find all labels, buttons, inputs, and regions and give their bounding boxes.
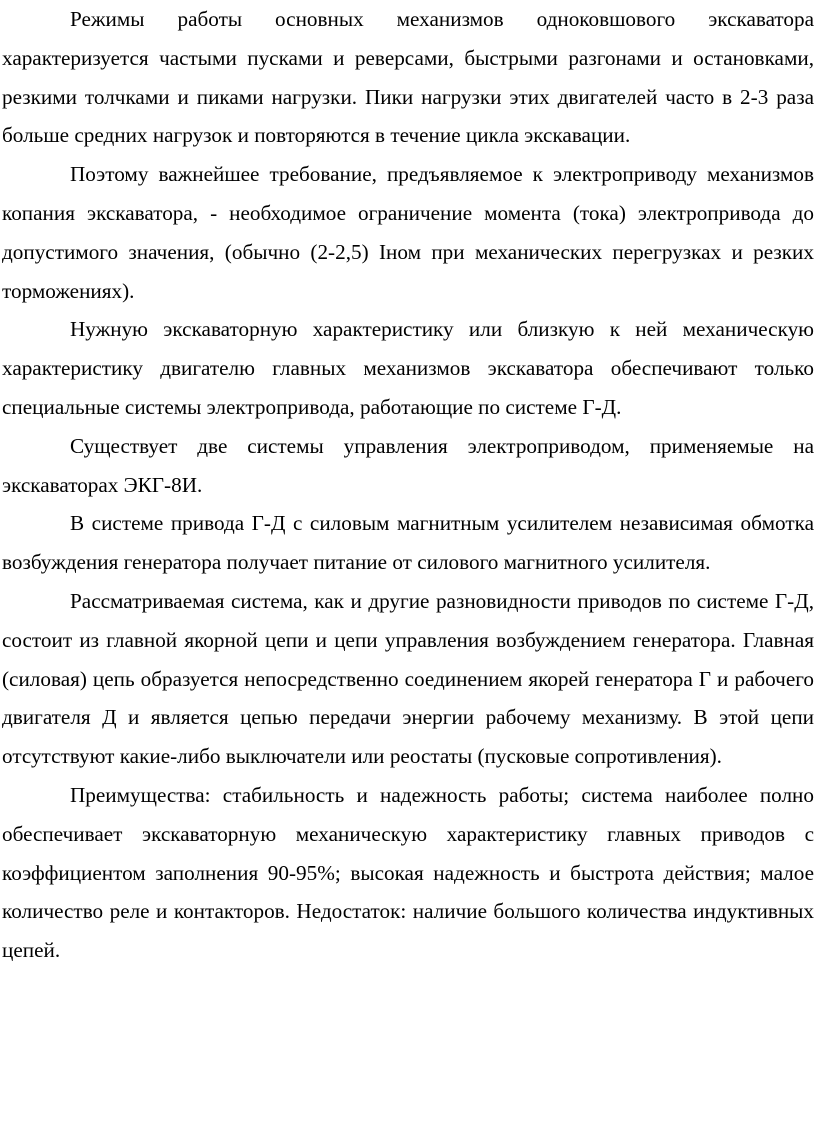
paragraph-magnetic-amplifier: В системе привода Г-Д с силовым магнитным усилителем независимая обмотка возбуждения генератора получает питание от силового магнитного усилителя.: [2, 511, 814, 575]
paragraph-advantages: Преимущества: стабильность и надежность работы; система наиболее полно обеспечивает экскаваторную механическую характеристику главных приводов с коэффициентом заполнения 90-95%; высокая надежность и быстрота действия; малое количество реле и контакторов. Недостаток: наличие большого количества индуктивных цепей.: [2, 782, 814, 963]
paragraph-excavator-characteristic: Нужную экскаваторную характеристику или близкую к ней механическую характеристику двигателю главных механизмов экскаватора обеспечивают только специальные системы электропривода, работающие по системе Г-Д.: [2, 317, 814, 419]
paragraph-load-modes: Режимы работы основных механизмов одноковшового экскаватора характеризуется частыми пусками и реверсами, быстрыми разгонами и остановками, резкими толчками и пиками нагрузки. Пики нагрузки этих двигателей часто в 2-3 раза больше средних нагрузок и повторяются в течение цикла экскавации.: [2, 7, 814, 148]
paragraph-control-systems: Существует две системы управления электроприводом, применяемые на экскаваторах ЭКГ-8И.: [2, 433, 814, 497]
paragraph-torque-limit: Поэтому важнейшее требование, предъявляемое к электроприводу механизмов копания экскаватора, - необходимое ограничение момента (тока) электропривода до допустимого значения, (обычно (2-2,5) Iном при механических перегрузках и резких торможениях).: [2, 162, 814, 303]
paragraph-system-structure: Рассматриваемая система, как и другие разновидности приводов по системе Г-Д, состоит из главной якорной цепи и цепи управления возбуждением генератора. Главная (силовая) цепь образуется непосредственно соединением якорей генератора Г и рабочего двигателя Д и является цепью передачи энергии рабочему механизму. В этой цепи отсутствуют какие-либо выключатели или реостаты (пусковые сопротивления).: [2, 588, 814, 769]
